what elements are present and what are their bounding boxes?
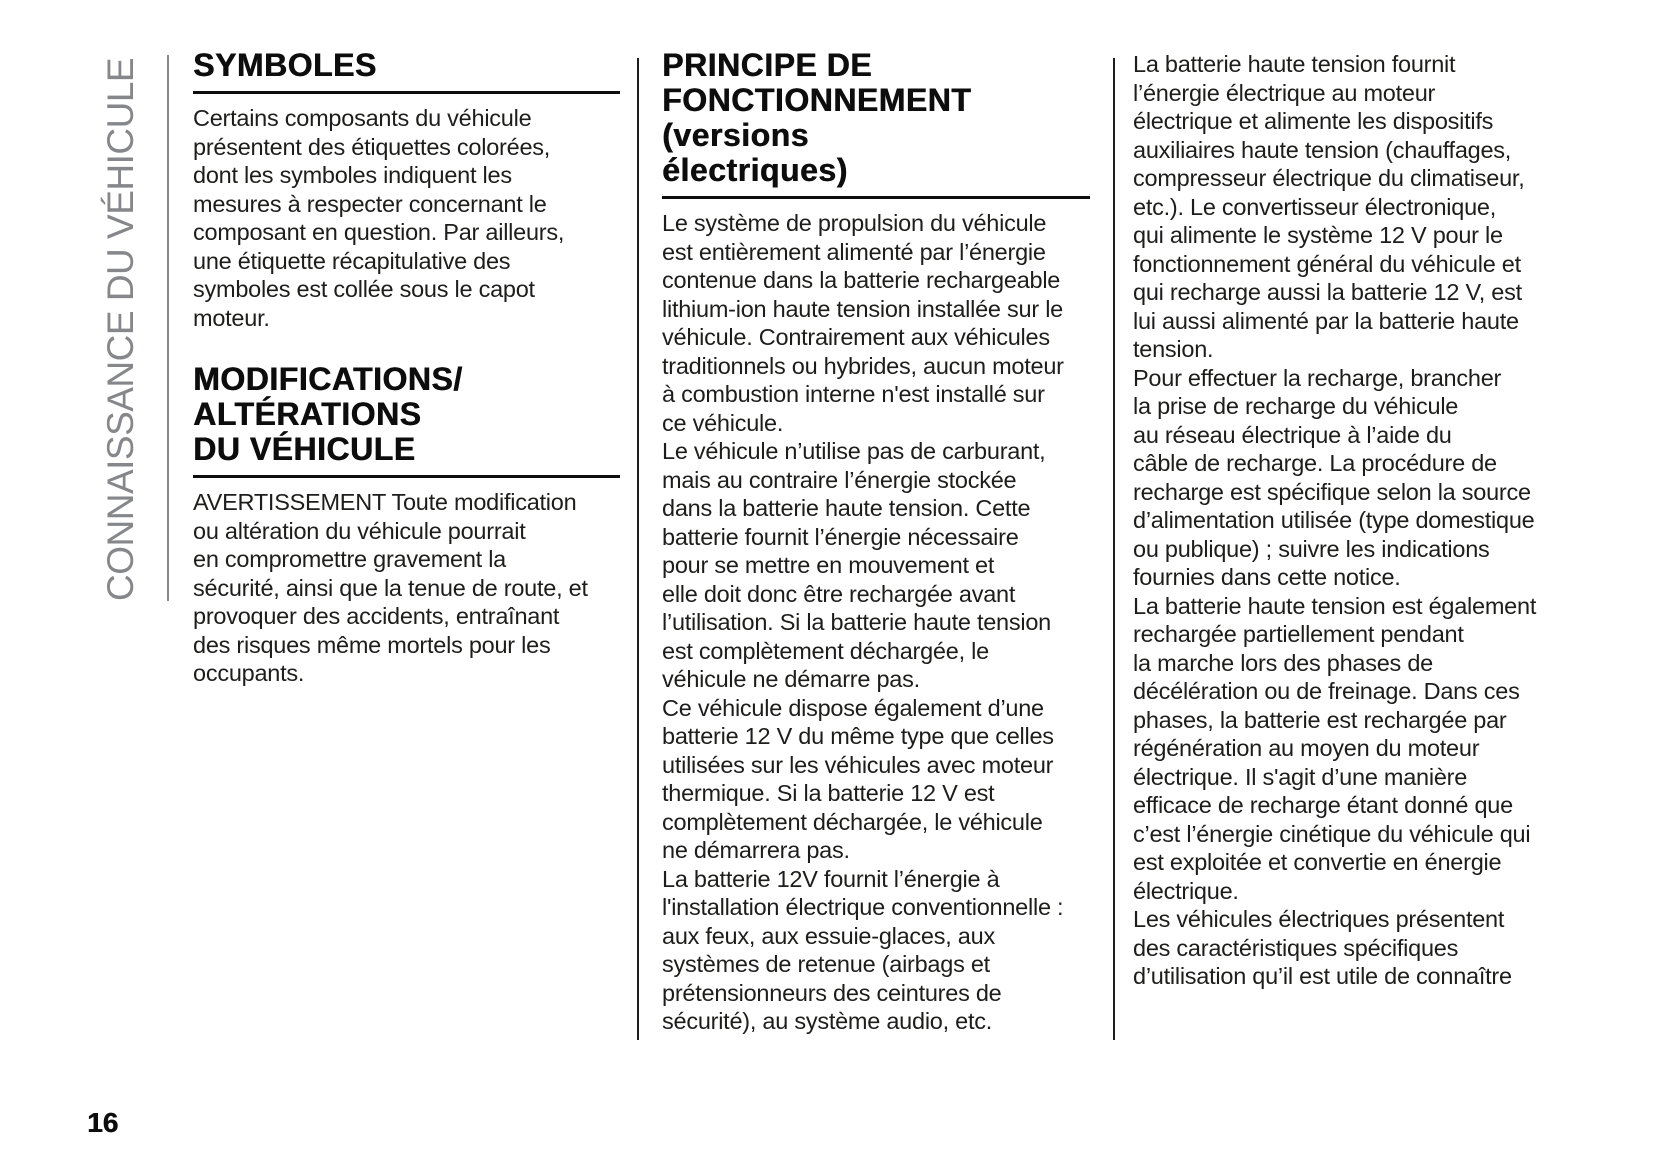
text-line: qui recharge aussi la batterie 12 V, est (1133, 279, 1522, 305)
text-line: AVERTISSEMENT Toute modification (193, 489, 577, 515)
text-line: c’est l’énergie cinétique du véhicule qui (1133, 820, 1531, 847)
text-line: régénération au moyen du moteur (1133, 735, 1480, 761)
text-line: en compromettre gravement la (193, 546, 507, 572)
section-heading (193, 362, 620, 478)
text-line: occupants. (193, 660, 305, 686)
text-line: sécurité), au système audio, etc. (662, 1008, 993, 1034)
text-line: à combustion interne n'est installé sur (662, 381, 1045, 407)
text-line: aux feux, aux essuie-glaces, aux (662, 922, 995, 949)
text-line: La batterie 12V fournit l’énergie à (662, 865, 1000, 892)
text-line: La batterie haute tension fournit (1133, 51, 1456, 77)
text-line: Certains composants du véhicule (193, 105, 532, 131)
text-line: fonctionnement général du véhicule et (1133, 250, 1521, 277)
text-line: contenue dans la batterie rechargeable (662, 267, 1061, 293)
page-number: 16 (87, 1107, 119, 1138)
text-line: d’alimentation utilisée (type domestique (1133, 507, 1535, 533)
heading-line: (versions (662, 117, 809, 153)
text-line: Les véhicules électriques présentent (1133, 906, 1505, 932)
text-line: électrique. Il s'agit d’une manière (1133, 763, 1468, 790)
text-line: tension. (1133, 336, 1214, 362)
section-heading (193, 48, 620, 94)
text-line: électrique et alimente les dispositifs (1133, 108, 1494, 134)
text-line: utilisées sur les véhicules avec moteur (662, 751, 1054, 778)
column-2 (662, 48, 1090, 1036)
text-line: l’utilisation. Si la batterie haute tension (662, 609, 1051, 635)
text-line: ou publique) ; suivre les indications (1133, 535, 1490, 562)
sidebar-rule (167, 55, 169, 601)
text-line: ou altération du véhicule pourrait (193, 517, 526, 544)
text-line: des risques même mortels pour les (193, 631, 551, 658)
text-line: composant en question. Par ailleurs, (193, 219, 565, 245)
section-paragraph (1133, 50, 1563, 991)
text-line: sécurité, ainsi que la tenue de route, et (193, 574, 588, 601)
text-line: Le véhicule n’utilise pas de carburant, (662, 438, 1046, 464)
text-line: la marche lors des phases de (1133, 649, 1433, 676)
text-line: recharge est spécifique selon la source (1133, 478, 1531, 505)
column-1 (193, 48, 620, 688)
text-line: systèmes de retenue (airbags et (662, 951, 990, 977)
text-line: etc.). Le convertisseur électronique, (1133, 193, 1497, 220)
text-line: dont les symboles indiquent les (193, 162, 512, 188)
text-line: ce véhicule. (662, 409, 784, 436)
text-line: la prise de recharge du véhicule (1133, 393, 1459, 419)
text-line: batterie 12 V du même type que celles (662, 723, 1054, 749)
text-line: traditionnels ou hybrides, aucun moteur (662, 352, 1064, 379)
section-symboles (193, 48, 620, 332)
text-line: décélération ou de freinage. Dans ces (1133, 678, 1520, 704)
text-line: provoquer des accidents, entraînant (193, 603, 560, 629)
text-line: ne démarrera pas. (662, 837, 850, 863)
text-line: moteur. (193, 304, 270, 331)
heading-line: FONCTIONNEMENT (662, 82, 972, 118)
section-principe-de-fonctionnement (662, 48, 1090, 1036)
text-line: elle doit donc être rechargée avant (662, 580, 1016, 607)
text-line: est entièrement alimenté par l’énergie (662, 238, 1046, 265)
text-line: dans la batterie haute tension. Cette (662, 495, 1031, 521)
text-line: thermique. Si la batterie 12 V est (662, 780, 995, 806)
heading-line: PRINCIPE DE (662, 47, 872, 83)
text-line: câble de recharge. La procédure de (1133, 450, 1497, 476)
text-line: véhicule. Contrairement aux véhicules (662, 324, 1050, 350)
section-paragraph (193, 104, 620, 332)
text-line: compresseur électrique du climatiseur, (1133, 165, 1525, 191)
text-line: est complètement déchargée, le (662, 637, 989, 664)
text-line: Le système de propulsion du véhicule (662, 210, 1047, 236)
section-heading (662, 48, 1090, 199)
text-line: rechargée partiellement pendant (1133, 621, 1464, 647)
text-line: Ce véhicule dispose également d’une (662, 694, 1044, 721)
text-line: au réseau électrique à l’aide du (1133, 421, 1452, 448)
text-line: pour se mettre en mouvement et (662, 552, 995, 578)
heading-line: MODIFICATIONS/ (193, 361, 463, 397)
text-line: lithium-ion haute tension installée sur le (662, 295, 1063, 322)
text-line: lui aussi alimenté par la batterie haute (1133, 307, 1519, 334)
text-line: l'installation électrique conventionnelle : (662, 894, 1064, 920)
text-line: efficace de recharge étant donné que (1133, 792, 1513, 818)
text-line: l’énergie électrique au moteur (1133, 79, 1436, 106)
section-paragraph (662, 209, 1090, 1036)
chapter-title-vertical: CONNAISSANCE DU VÉHICULE (100, 57, 141, 601)
text-line: véhicule ne démarre pas. (662, 666, 920, 692)
column-divider-2 (1113, 58, 1115, 1040)
text-line: une étiquette récapitulative des (193, 247, 511, 274)
text-line: Pour effectuer la recharge, brancher (1133, 364, 1502, 391)
section-paragraph (193, 488, 620, 688)
text-line: phases, la batterie est rechargée par (1133, 706, 1507, 733)
heading-line: électriques) (662, 152, 848, 188)
column-3 (1133, 50, 1563, 991)
text-line: d’utilisation qu’il est utile de connaître (1133, 963, 1512, 989)
text-line: des caractéristiques spécifiques (1133, 934, 1459, 961)
text-line: électrique. (1133, 877, 1239, 904)
text-line: fournies dans cette notice. (1133, 564, 1401, 590)
text-line: symboles est collée sous le capot (193, 276, 535, 302)
text-line: mais au contraire l’énergie stockée (662, 466, 1017, 493)
text-line: mesures à respecter concernant le (193, 190, 547, 217)
text-line: auxiliaires haute tension (chauffages, (1133, 136, 1512, 163)
text-line: complètement déchargée, le véhicule (662, 808, 1043, 835)
text-line: batterie fournit l’énergie nécessaire (662, 523, 1019, 550)
text-line: La batterie haute tension est également (1133, 592, 1537, 619)
text-line: qui alimente le système 12 V pour le (1133, 222, 1503, 248)
column-divider-1 (637, 58, 639, 1040)
section-modifications-alterations (193, 362, 620, 688)
heading-line: DU VÉHICULE (193, 431, 416, 467)
section-continuation (1133, 50, 1563, 991)
text-line: prétensionneurs des ceintures de (662, 979, 1002, 1006)
text-line: présentent des étiquettes colorées, (193, 133, 551, 160)
heading-line: ALTÉRATIONS (193, 396, 422, 432)
text-line: est exploitée et convertie en énergie (1133, 849, 1502, 875)
heading-line: SYMBOLES (193, 47, 377, 83)
